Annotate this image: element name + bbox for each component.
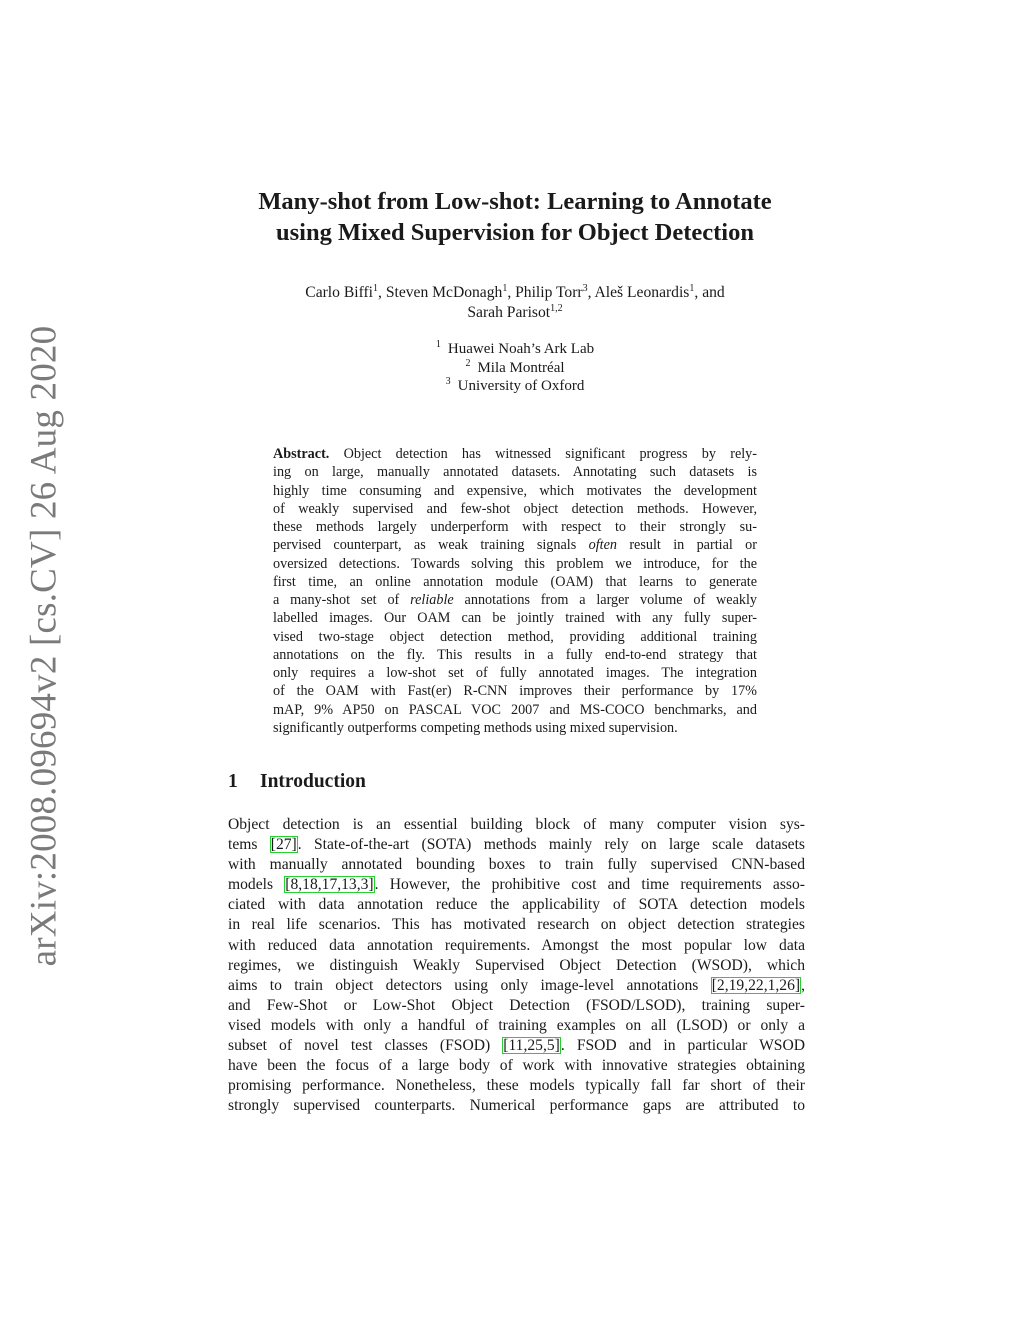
section-title: Introduction (260, 771, 366, 792)
body-line: with reduced data annotation requirements. Amongst the most popular low data (228, 936, 805, 954)
title-line-2: using Mixed Supervision for Object Detection (276, 219, 754, 246)
body-text: . However, the prohibitive cost and time requirements asso- (374, 876, 805, 894)
affiliation-number: 1 (435, 339, 441, 350)
abstract-line (273, 536, 757, 554)
abstract-line: significantly outperforms competing methods using mixed supervision. (273, 719, 678, 736)
affiliation-item (200, 340, 830, 359)
affiliation-name: University of Oxford (457, 378, 585, 394)
abstract-line: mAP, 9% AP50 on PASCAL VOC 2007 and MS-COCO benchmarks, and (273, 701, 757, 718)
abstract-line: highly time consuming and expensive, which motivates the development (273, 482, 757, 499)
body-line (228, 976, 805, 996)
abstract-line: ing on large, manually annotated datasets. Annotating such datasets is (273, 464, 757, 481)
author-name: Philip Torr (515, 284, 583, 301)
abstract-line: labelled images. Our OAM can be jointly trained with any fully super- (273, 610, 757, 627)
abstract-line: of weakly supervised and few-shot object detection methods. However, (273, 500, 757, 517)
body-line: have been the focus of a large body of work with innovative strategies obtaining (228, 1057, 805, 1075)
abstract-line (273, 445, 757, 463)
abstract-line: vised two-stage object detection method, providing additional training (273, 628, 757, 645)
body-line: vised models with only a handful of training examples on all (LSOD) or only a (228, 1016, 805, 1034)
body-line: Object detection is an essential building block of many computer vision sys- (228, 816, 805, 833)
author-list (200, 283, 830, 323)
body-line (228, 875, 805, 895)
abstract-text: pervised counterpart, as weak training signals (273, 537, 589, 554)
author-name: Sarah Parisot (467, 304, 551, 321)
abstract-line: oversized detections. Towards solving this problem we introduce, for the (273, 555, 757, 572)
author-affil-mark: 1 (373, 283, 379, 294)
body-line: in real life scenarios. This has motivated research on object detection strategies (228, 916, 805, 934)
abstract-text: result in partial or (616, 537, 757, 554)
abstract-line: these methods largely underperform with respect to their strongly su- (273, 519, 757, 535)
abstract-label: Abstract. (273, 446, 330, 462)
abstract-line: only requires a low-shot set of fully annotated images. The integration (273, 665, 757, 681)
body-line: with manually annotated bounding boxes to train fully supervised CNN-based (228, 856, 805, 874)
author-affil-mark: 1,2 (550, 303, 563, 314)
body-line: regimes, we distinguish Weakly Supervised Object Detection (WSOD), which (228, 956, 805, 974)
abstract-line: first time, an online annotation module (OAM) that learns to generate (273, 573, 757, 590)
abstract-text: a many-shot set of (273, 592, 411, 608)
author-line-2 (200, 303, 830, 323)
arxiv-identifier-stamp: arXiv:2008.09694v2 [cs.CV] 26 Aug 2020 (23, 325, 65, 967)
citation-link[interactable]: [8,18,17,13,3] (285, 876, 374, 894)
affiliation-number: 3 (445, 376, 451, 387)
body-line: and Few-Shot or Low-Shot Object Detection (FSOD/LSOD), training super- (228, 996, 805, 1014)
body-text: , (801, 976, 805, 994)
body-line: promising performance. Nonetheless, these models typically fall far short of their (228, 1077, 805, 1095)
title-line-1: Many-shot from Low-shot: Learning to Annotate (258, 188, 772, 215)
abstract-text: Object detection has witnessed significant progress by rely- (329, 446, 757, 462)
citation-link[interactable]: [27] (270, 836, 297, 854)
affiliation-number: 2 (465, 357, 471, 369)
paper-title (200, 186, 830, 248)
abstract-line: annotations on the fly. This results in a fully end-to-end strategy that (273, 646, 757, 663)
section-number: 1 (228, 771, 238, 792)
abstract-line (273, 591, 757, 609)
citation-link[interactable]: [11,25,5] (503, 1037, 560, 1055)
body-text: aims to train object detectors using only image-level annotations (228, 976, 711, 994)
body-text: models (228, 876, 285, 894)
body-line (228, 835, 805, 855)
citation-link[interactable]: [2,19,22,1,26] (711, 976, 801, 994)
section-heading-introduction (228, 771, 366, 793)
body-text: . State-of-the-art (SOTA) methods mainly rely on large scale datasets (297, 836, 805, 854)
affiliation-item (200, 377, 830, 396)
abstract-emphasis: reliable (410, 592, 454, 608)
affiliation-list (200, 340, 830, 396)
body-line (228, 1036, 805, 1056)
author-affil-mark: 1 (689, 283, 695, 294)
body-text: subset of novel test classes (FSOD) (228, 1037, 503, 1055)
author-name: Carlo Biffi (305, 284, 374, 301)
author-name: Steven McDonagh (385, 284, 503, 301)
body-text: tems (228, 836, 270, 854)
abstract (273, 445, 757, 737)
author-affil-mark: 1 (502, 283, 508, 294)
body-line: ciated with data annotation reduce the applicability of SOTA detection models (228, 896, 805, 914)
affiliation-name: Huawei Noah’s Ark Lab (447, 341, 595, 357)
affiliation-item (200, 359, 830, 378)
author-conjunction: , and (694, 284, 725, 301)
body-text: . FSOD and in particular WSOD (560, 1037, 806, 1055)
body-line: strongly supervised counterparts. Numerical performance gaps are attributed to (228, 1097, 805, 1115)
author-line-1: Carlo Biffi$^1$, Steven McDonagh$^1$, Philip Torr$^3$, Aleš Leonardis$^1$, and (305, 283, 725, 301)
author-name: Aleš Leonardis (594, 284, 690, 301)
abstract-line: of the OAM with Fast(er) R-CNN improves their performance by 17% (273, 683, 757, 700)
author-affil-mark: 3 (582, 283, 588, 294)
affiliation-name: Mila Montréal (477, 359, 565, 376)
introduction-body (228, 815, 805, 1116)
abstract-text: annotations from a larger volume of weakly (453, 592, 757, 608)
abstract-emphasis: often (588, 537, 617, 554)
